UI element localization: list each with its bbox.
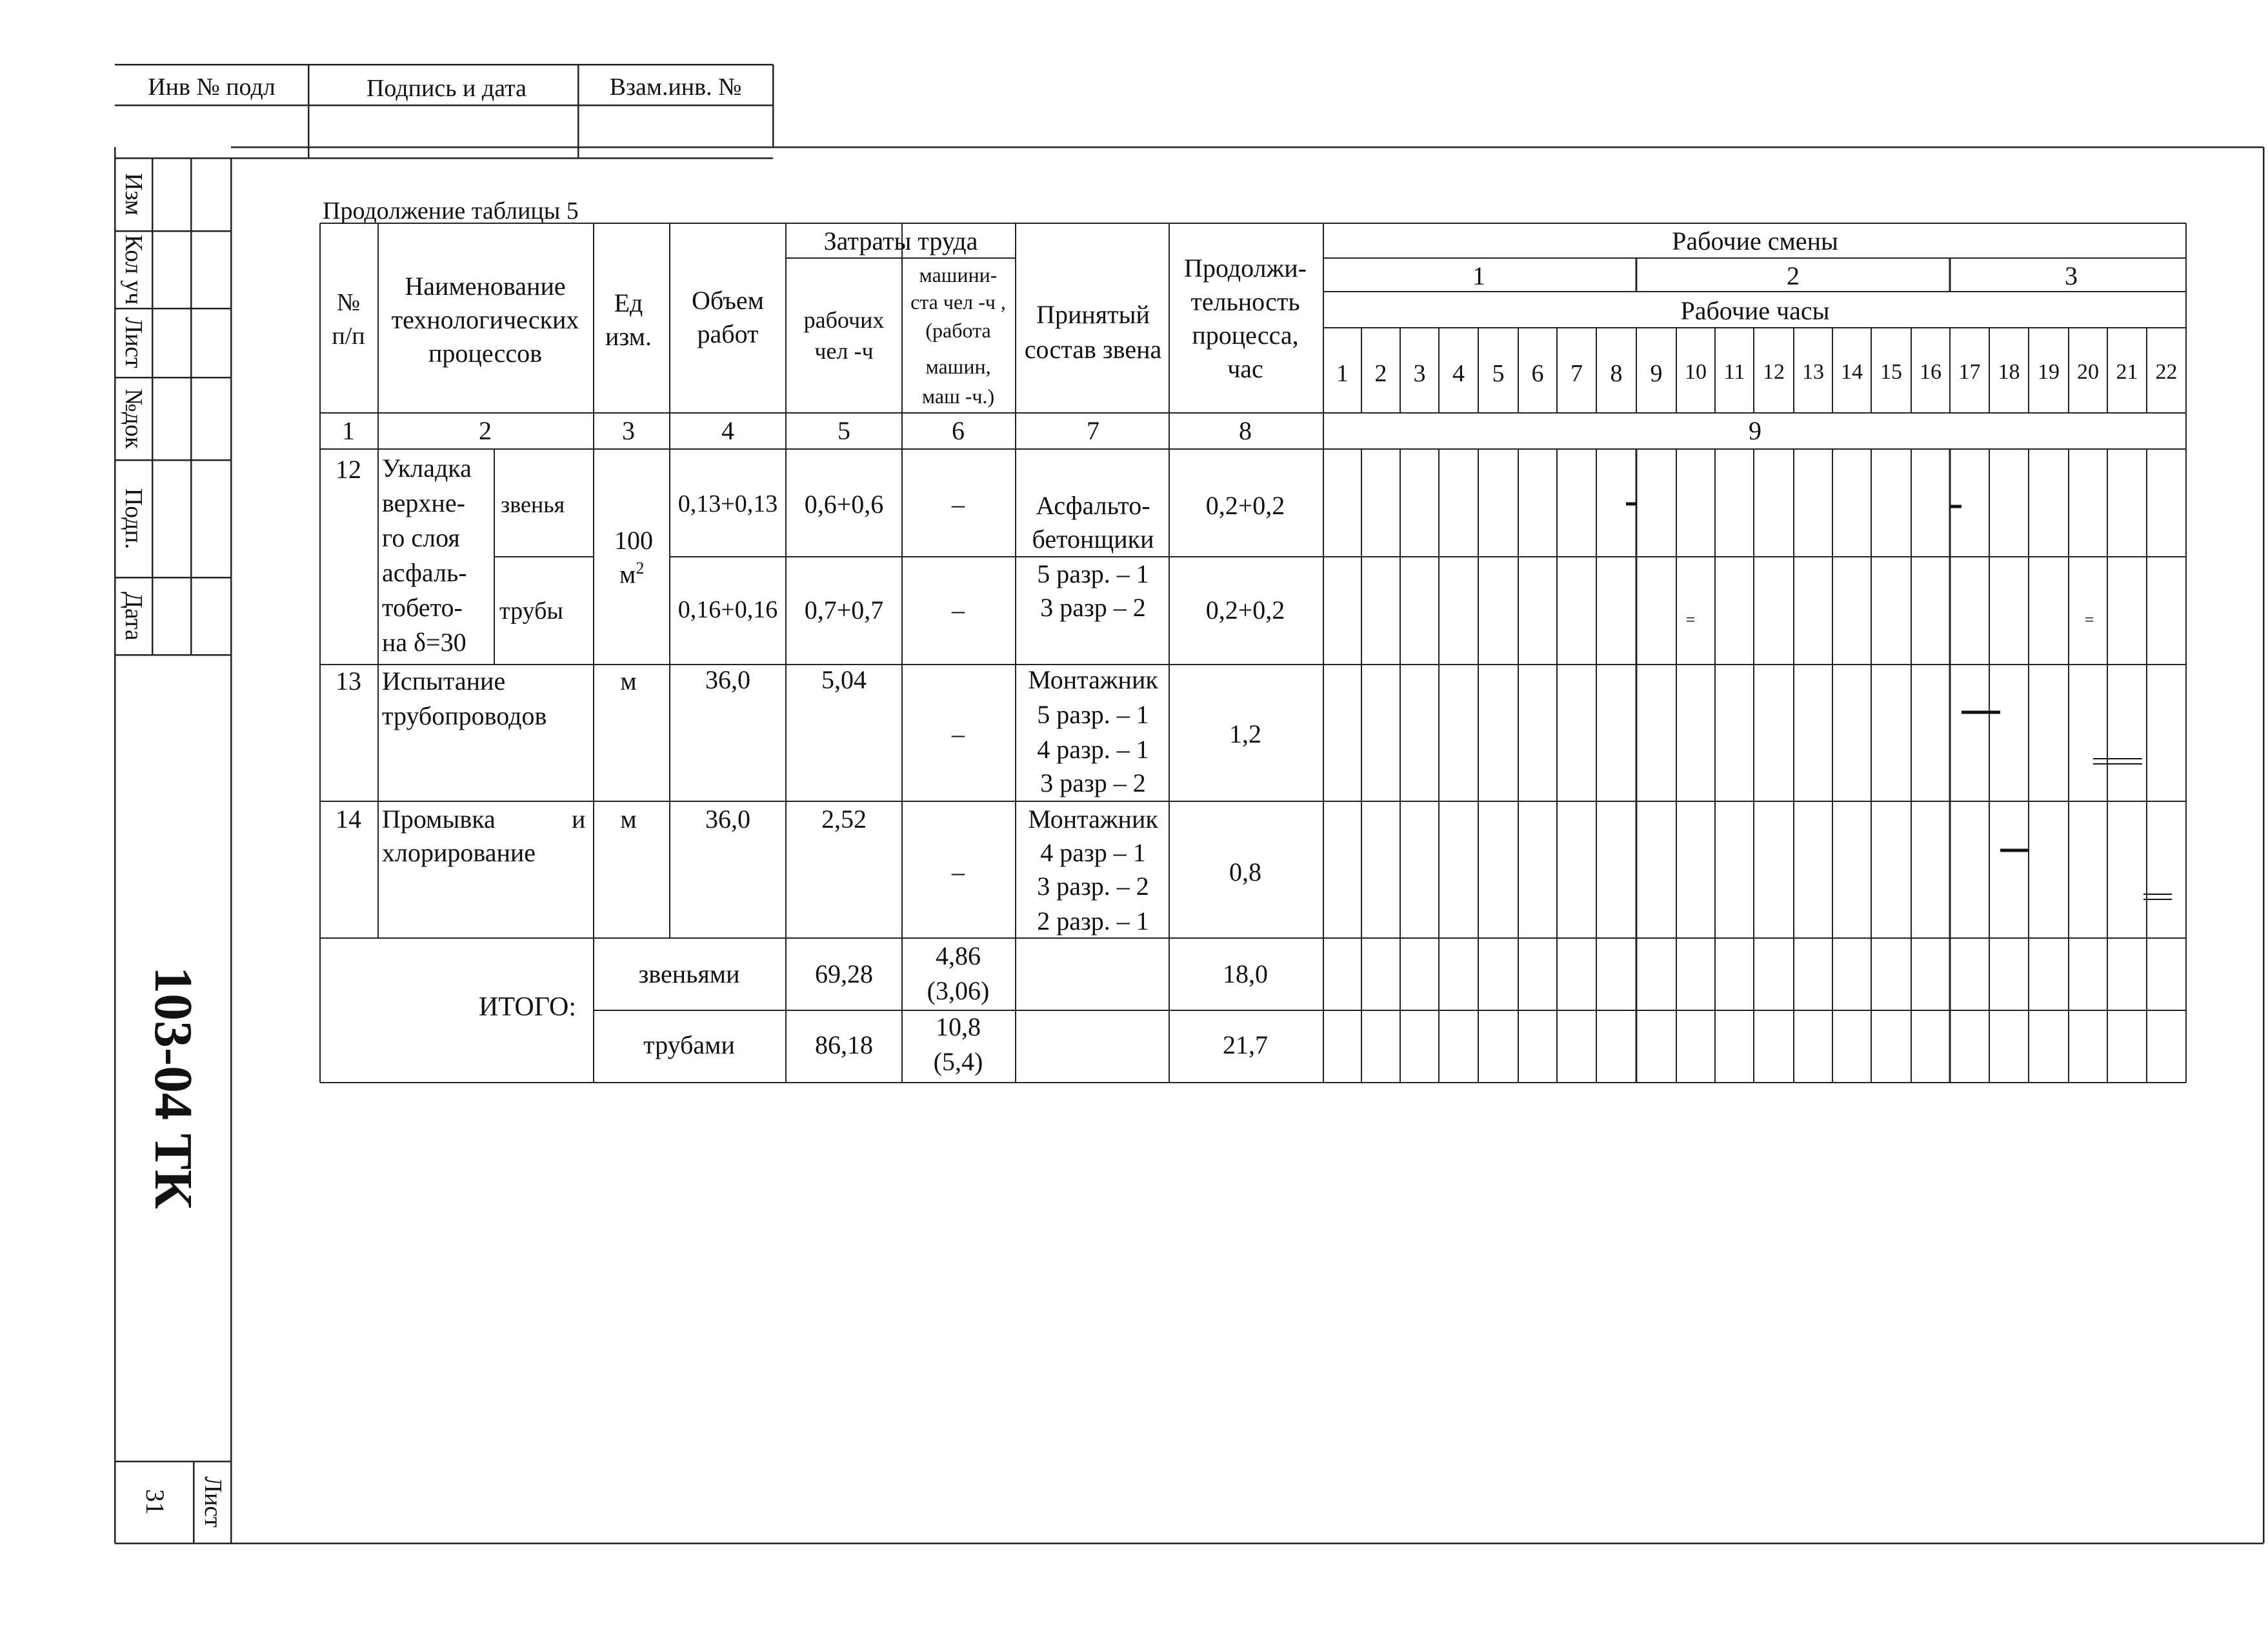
crew-line: 3 разр – 2 [1040, 593, 1146, 622]
totals-by-links-label: звеньями [638, 959, 740, 988]
header-name-line: Наименование [405, 272, 566, 301]
totals-label: ИТОГО: [479, 992, 576, 1022]
crew-line: 5 разр. – 1 [1037, 700, 1149, 729]
process-name-line: на δ=30 [382, 628, 467, 657]
process-name-line: Промывка [382, 805, 496, 834]
duration: 1,2 [1229, 719, 1261, 748]
crew-line: бетонщики [1032, 525, 1154, 554]
duration: 0,2+0,2 [1205, 595, 1285, 625]
header-shift-number: 2 [1787, 261, 1800, 290]
header-volume-line: работ [697, 319, 759, 348]
process-name-line: трубопроводов [382, 701, 547, 730]
hour-number: 5 [1492, 360, 1505, 387]
column-number: 6 [952, 416, 965, 445]
process-name-line: тобето- [382, 593, 463, 622]
totals-duration: 21,7 [1223, 1030, 1268, 1059]
hour-number: 1 [1336, 360, 1349, 387]
header-machinist-line: машин, [925, 355, 991, 378]
totals-machinist: 4,86 [936, 941, 981, 970]
workers-hours: 2,52 [821, 805, 867, 834]
duration: 0,8 [1229, 857, 1261, 886]
volume: 36,0 [705, 665, 750, 694]
crew-line: 3 разр – 2 [1040, 768, 1146, 797]
hour-number: 3 [1413, 360, 1426, 387]
duration: 0,2+0,2 [1205, 491, 1285, 520]
hour-number: 6 [1531, 360, 1544, 387]
header-num-line: № [336, 289, 361, 316]
side-label-ndok: №док [120, 388, 147, 449]
header-duration-line: тельность [1190, 287, 1300, 316]
header-unit-line: изм. [605, 322, 652, 351]
workers-hours: 0,6+0,6 [804, 490, 884, 519]
column-number: 2 [479, 416, 492, 445]
row-number: 14 [336, 805, 361, 834]
volume: 0,13+0,13 [677, 490, 778, 517]
header-workers-line: рабочих [803, 307, 885, 333]
header-machinist-line: маш -ч.) [921, 385, 995, 408]
crew-line: 4 разр. – 1 [1037, 735, 1149, 764]
column-number: 7 [1087, 416, 1099, 445]
volume: 0,16+0,16 [677, 596, 778, 623]
side-label-podp: Подп. [120, 488, 147, 550]
totals-machinist: (3,06) [927, 976, 990, 1005]
header-duration-line: процесса, [1192, 321, 1299, 350]
totals-machinist: (5,4) [933, 1047, 983, 1076]
sheet-label: Лист [199, 1476, 226, 1528]
hour-number: 9 [1650, 360, 1663, 387]
hour-number: 16 [1920, 360, 1942, 384]
side-label-data: Дата [120, 592, 147, 641]
header-machinist-line: ста чел -ч , [910, 290, 1006, 314]
hour-number: 19 [2038, 360, 2060, 384]
hour-number: 11 [1723, 360, 1745, 384]
unit: 100 [614, 526, 653, 555]
crew-line: 2 разр. – 1 [1037, 906, 1149, 936]
header-unit-line: Ед [614, 288, 643, 317]
volume: 36,0 [705, 805, 750, 834]
unit: м [620, 805, 637, 834]
totals-by-pipes-label: трубами [643, 1030, 735, 1059]
hour-number: 17 [1958, 360, 1981, 384]
column-number: 3 [622, 416, 635, 445]
crew-line: Монтажник [1028, 805, 1158, 834]
header-crew-line: Принятый [1036, 300, 1150, 329]
header-shift-number: 3 [2065, 261, 2078, 290]
hour-number: 20 [2077, 360, 2099, 384]
unit-suffix: $м^2$ [619, 559, 645, 589]
hour-number: 4 [1452, 360, 1465, 387]
machinist-hours: – [952, 595, 965, 625]
row-number: 12 [336, 455, 361, 484]
crew-line: 3 разр. – 2 [1037, 872, 1149, 901]
document-code: 103-04 ТК [143, 966, 203, 1209]
header-labor: Затраты труда [823, 226, 978, 255]
machinist-hours: – [952, 490, 965, 519]
gantt-equal-mark: = [2084, 610, 2094, 629]
process-name-line: Укладка [382, 454, 472, 483]
header-hours: Рабочие часы [1680, 296, 1830, 325]
stamp-replacement-inv-label: Взам.инв. № [609, 74, 742, 101]
stamp-signature-date-label: Подпись и дата [366, 75, 527, 102]
column-number: 1 [342, 416, 355, 445]
header-crew-line: состав звена [1024, 335, 1162, 364]
side-label-kol-uch: Кол уч [120, 234, 147, 305]
totals-workers: 86,18 [815, 1030, 873, 1059]
totals-machinist: 10,8 [936, 1012, 981, 1041]
process-name-line: Испытание [382, 666, 506, 695]
header-duration-line: час [1227, 354, 1263, 383]
sheet-number: 31 [141, 1489, 170, 1515]
hour-number: 21 [2116, 360, 2138, 384]
hour-number: 18 [1998, 360, 2020, 384]
table-caption: Продолжение таблицы 5 [323, 197, 579, 225]
side-label-list: Лист [120, 317, 147, 368]
header-machinist-line: машини- [919, 263, 998, 286]
unit: м [620, 666, 637, 695]
hour-number: 15 [1880, 360, 1902, 384]
totals-duration: 18,0 [1223, 959, 1268, 988]
header-shifts: Рабочие смены [1672, 226, 1838, 255]
machinist-hours: – [952, 857, 965, 886]
header-name-line: технологических [391, 305, 579, 334]
header-workers-line: чел -ч [814, 338, 874, 364]
workers-hours: 5,04 [821, 665, 867, 694]
crew-line: 5 разр. – 1 [1037, 559, 1149, 588]
subtype-label: звенья [501, 492, 565, 517]
machinist-hours: – [952, 719, 965, 748]
crew-line: Асфальто- [1036, 491, 1150, 520]
column-number: 9 [1749, 416, 1761, 445]
header-volume-line: Объем [692, 286, 764, 315]
header-name-line: процессов [428, 339, 542, 368]
hour-number: 13 [1802, 360, 1824, 384]
process-name-line: го слоя [382, 523, 460, 552]
hour-number: 22 [2155, 360, 2178, 384]
stamp-inv-podl-label: Инв № подл [148, 74, 276, 101]
gantt-equal-mark: = [1685, 610, 1696, 629]
workers-hours: 0,7+0,7 [804, 595, 884, 625]
header-machinist-line: (работа [925, 319, 991, 342]
column-number: 4 [721, 416, 734, 445]
side-label-izm: Изм [120, 173, 147, 215]
process-name-line: асфаль- [382, 558, 467, 587]
hour-number: 12 [1763, 360, 1785, 384]
hour-number: 10 [1685, 360, 1707, 384]
process-name-line: верхне- [382, 488, 465, 517]
process-name-line: и [572, 805, 586, 834]
column-number: 5 [838, 416, 850, 445]
subtype-label: трубы [499, 597, 563, 625]
totals-workers: 69,28 [815, 959, 873, 988]
hour-number: 2 [1374, 360, 1387, 387]
hour-number: 8 [1610, 360, 1623, 387]
header-duration-line: Продолжи- [1184, 254, 1307, 283]
process-name-line: хлорирование [382, 838, 536, 867]
hour-number: 14 [1841, 360, 1863, 384]
crew-line: 4 разр – 1 [1040, 838, 1146, 867]
header-num-line: п/п [332, 323, 365, 350]
hour-number: 7 [1571, 360, 1583, 387]
column-number: 8 [1239, 416, 1252, 445]
crew-line: Монтажник [1028, 665, 1158, 694]
header-shift-number: 1 [1472, 261, 1485, 290]
row-number: 13 [336, 666, 361, 695]
